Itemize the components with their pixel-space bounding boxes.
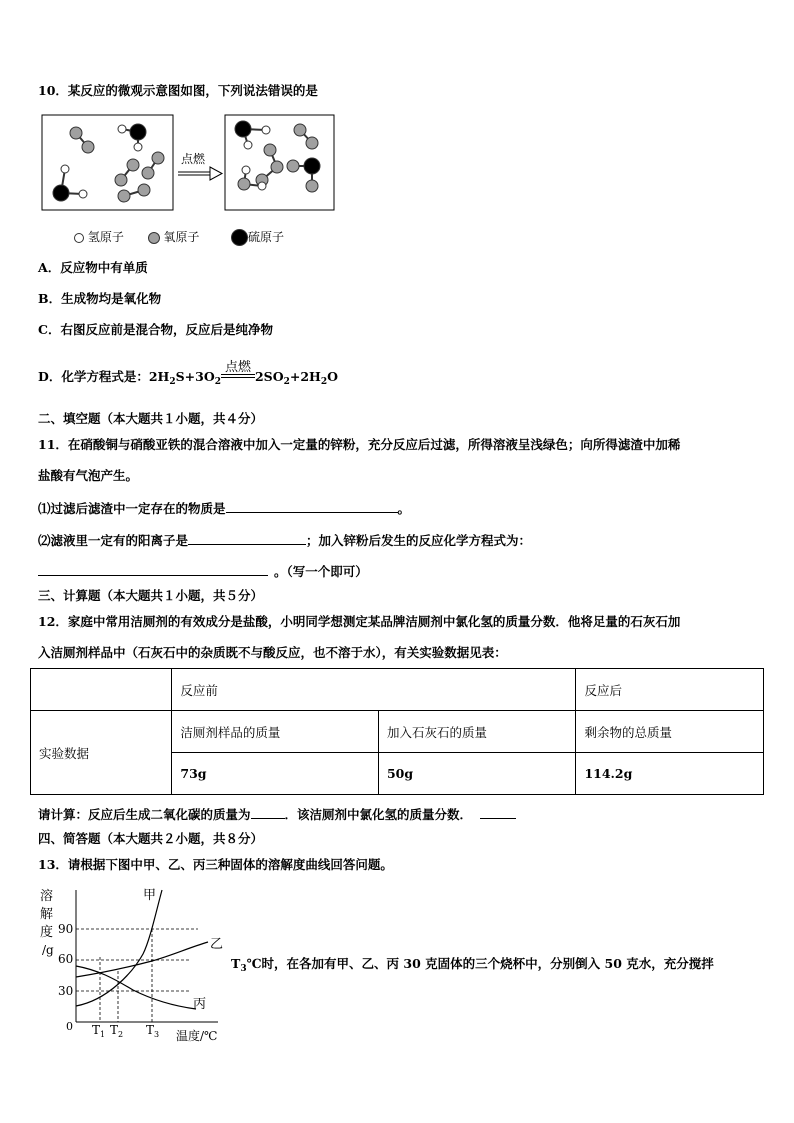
table-col-remaining-mass: 剩余物的总质量: [576, 711, 764, 753]
eq-condition-label: 点燃: [224, 360, 251, 375]
eq-left-2: S+3O: [175, 369, 215, 384]
table-col-limestone-mass: 加入石灰石的质量: [378, 711, 576, 753]
xtick-t1: $T_1$: [92, 1023, 106, 1039]
table-row: [31, 669, 764, 711]
q10-option-c: C．右图反应前是混合物，反应后是纯净物: [38, 322, 273, 337]
ylabel-char-2: 解: [40, 907, 54, 922]
q11-part2: [38, 531, 531, 549]
q11-answer-blank-1[interactable]: [226, 499, 398, 513]
q11-part2-mid: ；加入锌粉后发生的反应化学方程式为：: [306, 533, 532, 548]
curve-bing: [76, 966, 196, 1009]
eq-right-3: O: [327, 369, 339, 384]
q11-part3: [38, 562, 368, 580]
so2-molecule: [256, 144, 283, 186]
section-3-header: 三、计算题（本大题共１小题，共５分）: [38, 588, 264, 603]
q13-temp-sub: 3: [240, 964, 247, 974]
eq-condition: [221, 360, 255, 381]
q13-condition-text: [231, 956, 714, 977]
sulfur-atom-icon: [231, 229, 248, 246]
guide-lines: [76, 929, 198, 1022]
ylabel-char-3: 度: [40, 925, 54, 940]
q11-part1: [38, 499, 410, 517]
q10-option-d-prefix: D．化学方程式是：: [38, 369, 149, 384]
xtick-t3: $T_3$: [146, 1023, 160, 1039]
q10-option-d: D．化学方程式是：$2H_2S+3O_2$ 点燃 $2SO_2+2H_2O$: [38, 360, 339, 387]
table-col-sample-mass: 洁厕剂样品的质量: [172, 711, 379, 753]
section-4-header: 四、简答题（本大题共２小题，共８分）: [38, 831, 264, 846]
ylabel-char-4: /g: [42, 943, 54, 957]
q12-line2: 入洁厕剂样品中（石灰石中的杂质既不与酸反应，也不溶于水），有关实验数据见表：: [38, 645, 507, 660]
q10-option-b: B．生成物均是氧化物: [38, 291, 162, 306]
reaction-arrow: [178, 167, 222, 180]
table-value-limestone-mass: 50g: [378, 753, 576, 795]
q12-ask: [38, 805, 516, 823]
legend-oxygen: 氧原子: [163, 230, 200, 244]
o2-molecule: [70, 127, 94, 153]
hydrogen-atom-icon: [74, 233, 84, 243]
table-cell-empty: [31, 669, 172, 711]
oxygen-atom-icon: [148, 232, 160, 244]
atom-legend: [74, 229, 284, 246]
table-value-sample-mass: 73g: [172, 753, 379, 795]
h2s-molecule: [53, 165, 87, 201]
section-2-header: 二、填空题（本大题共１小题，共４分）: [38, 411, 264, 426]
q13-condition-body: ℃时，在各加有甲、乙、丙 30 克固体的三个烧杯中，分别倒入 50 克水，充分搅拌: [246, 956, 714, 971]
table-row-label: 实验数据: [31, 711, 172, 795]
arrow-label: 点燃: [181, 152, 206, 166]
q10-option-a: A．反应物中有单质: [38, 260, 148, 275]
table-header-before: 反应前: [172, 669, 576, 711]
eq-left-1: 2H: [148, 369, 170, 384]
series-label-jia: 甲: [143, 888, 157, 903]
table-row: [31, 711, 764, 753]
q11-line1: 11．在硝酸铜与硝酸亚铁的混合溶液中加入一定量的锌粉，充分反应后过滤，所得溶液呈浅绿色；向所得滤渣中加稀: [38, 437, 681, 452]
table-value-remaining-mass: 114.2g: [576, 753, 764, 795]
ytick-90: 90: [58, 922, 74, 936]
legend-sulfur: 硫原子: [248, 230, 285, 244]
o2-molecule: [115, 159, 139, 186]
q12-line1: 12．家庭中常用洁厕剂的有效成分是盐酸，小明同学想测定某品牌洁厕剂中氯化氢的质量分数．他将足量的石灰石加: [38, 614, 681, 629]
reaction-diagram: [40, 112, 340, 216]
xtick-t2: $T_2$: [110, 1023, 124, 1039]
so2-molecule: [287, 158, 320, 192]
ytick-60: 60: [58, 952, 74, 966]
xlabel: 温度/℃: [176, 1029, 218, 1043]
q12-ask-text-2: ．该洁厕剂中氯化氢的质量分数．: [284, 807, 473, 822]
origin-label: 0: [66, 1020, 73, 1033]
q12-ask-text-1: 请计算：反应后生成二氧化碳的质量为: [38, 807, 251, 822]
q13-stem: 13．请根据下图中甲、乙、丙三种固体的溶解度曲线回答问题。: [38, 857, 393, 872]
q10-stem: 10．某反应的微观示意图如图，下列说法错误的是: [38, 83, 318, 98]
series-label-yi: 乙: [210, 937, 224, 952]
eq-right-1: 2SO: [254, 369, 284, 384]
o2-molecule: [294, 124, 318, 149]
series-label-bing: 丙: [193, 997, 207, 1012]
o2-molecule: [118, 184, 150, 202]
q11-part1-end: 。: [397, 501, 411, 516]
q12-answer-blank-2[interactable]: [480, 805, 516, 819]
eq-right-2: +2H: [289, 369, 321, 384]
solubility-chart: [38, 882, 241, 1047]
experiment-data-table: [30, 668, 764, 795]
q11-part3-end: 。（写一个即可）: [274, 564, 368, 579]
ytick-30: 30: [58, 984, 74, 998]
q11-answer-blank-3[interactable]: [38, 562, 268, 576]
h2s-molecule: [118, 124, 146, 151]
legend-hydrogen: 氢原子: [87, 230, 124, 244]
table-header-after: 反应后: [576, 669, 764, 711]
q11-line2: 盐酸有气泡产生。: [38, 468, 139, 483]
q11-part1-text: ⑴过滤后滤渣中一定存在的物质是: [38, 501, 226, 516]
o2-molecule: [142, 152, 164, 179]
q13-temp-main: T: [231, 956, 241, 971]
curve-jia: [76, 890, 162, 1006]
q11-answer-blank-2[interactable]: [188, 531, 306, 545]
ylabel-char-1: 溶: [40, 889, 54, 904]
q11-part2-text: ⑵滤液里一定有的阳离子是: [38, 533, 189, 548]
h2s-molecule: [235, 121, 270, 149]
q12-answer-blank-1[interactable]: [251, 805, 285, 819]
